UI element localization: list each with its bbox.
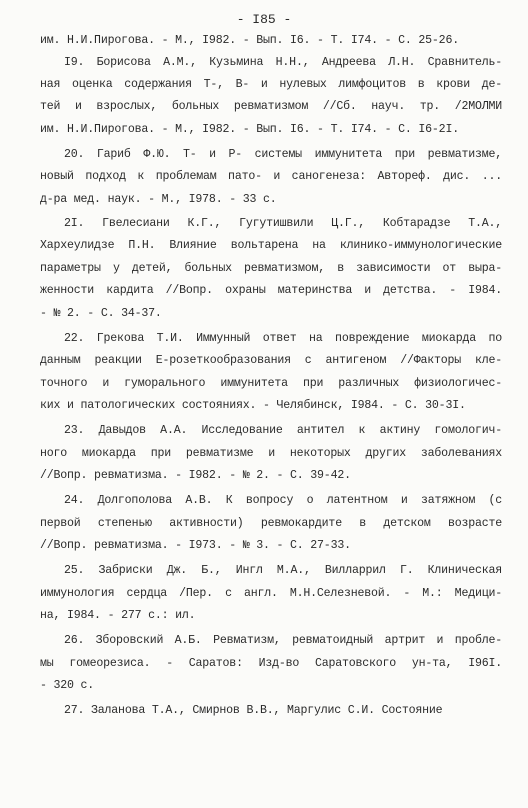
text-line: д-ра мед. наук. - М., I978. - 33 с. [40,193,277,206]
text-line: данным реакции Е-розеткообразования с антигеном //Факторы кле- [40,354,502,367]
text-line: - 320 с. [40,679,95,692]
text-line: им. Н.И.Пирогова. - М., I982. - Вып. I6. - Т. I74. - С. 25-26. [40,34,459,47]
text-line: иммунология сердца /Пер. с англ. М.Н.Селезневой. - М.: Медици- [40,587,502,600]
text-line: 25. Забриски Дж. Б., Ингл М.А., Вилларрил Г. Клиническая [64,564,502,577]
text-line: Хархеулидзе П.Н. Влияние вольтарена на клинико-иммунологические [40,239,502,252]
text-line: 27. Заланова Т.А., Смирнов В.В., Маргулис С.И. Состояние [64,704,443,717]
text-line: 23. Давыдов А.А. Исследование антител к актину гомологич- [64,424,502,437]
text-line: мы гомеорезиса. - Саратов: Изд-во Саратовского ун-та, I96I. [40,657,502,670]
text-line: на, I984. - 277 с.: ил. [40,609,196,622]
text-line: 20. Гариб Ф.Ю. Т- и Р- системы иммунитета при ревматизме, [64,148,502,161]
text-line: им. Н.И.Пирогова. - М., I982. - Вып. I6. - Т. I74. - С. I6-2I. [40,123,459,136]
text-line: тей и взрослых, больных ревматизмом //Сб. науч. тр. /2МОЛМИ [40,100,502,113]
page-number: - I85 - [236,12,292,27]
text-line: - № 2. - С. 34-37. [40,307,162,320]
text-line: ная оценка содержания Т-, В- и нулевых лимфоцитов в крови де- [40,78,502,91]
text-line: //Вопр. ревматизма. - I973. - № 3. - С. 27-33. [40,539,351,552]
text-line: параметры у детей, больных ревматизмом, в зависимости от выра- [40,262,502,275]
text-line: 22. Грекова Т.И. Иммунный ответ на повреждение миокарда по [64,332,502,345]
text-line: точного и гуморального иммунитета при различных физиологичес- [40,377,502,390]
text-line: //Вопр. ревматизма. - I982. - № 2. - С. 39-42. [40,469,351,482]
text-line: 2I. Гвелесиани К.Г., Гугутишвили Ц.Г., Кобтарадзе Т.А., [64,217,502,230]
text-line: I9. Борисова А.М., Кузьмина Н.Н., Андреева Л.Н. Сравнитель- [64,56,502,69]
text-line: 26. Зборовский А.Б. Ревматизм, ревматоидный артрит и пробле- [64,634,502,647]
text-line: женности кардита //Вопр. охраны материнства и детства. - I984. [40,284,502,297]
text-line: ких и патологических состояниях. - Челябинск, I984. - С. 30-3I. [40,399,466,412]
text-line: ного миокарда при ревматизме и некоторых других заболеваниях [40,447,502,460]
text-line: новый подход к проблемам пато- и саногенеза: Автореф. дис. ... [40,170,502,183]
text-line: первой степенью активности) ревмокардите в детском возрасте [40,517,502,530]
text-line: 24. Долгополова А.В. К вопросу о латентном и затяжном (с [64,494,502,507]
